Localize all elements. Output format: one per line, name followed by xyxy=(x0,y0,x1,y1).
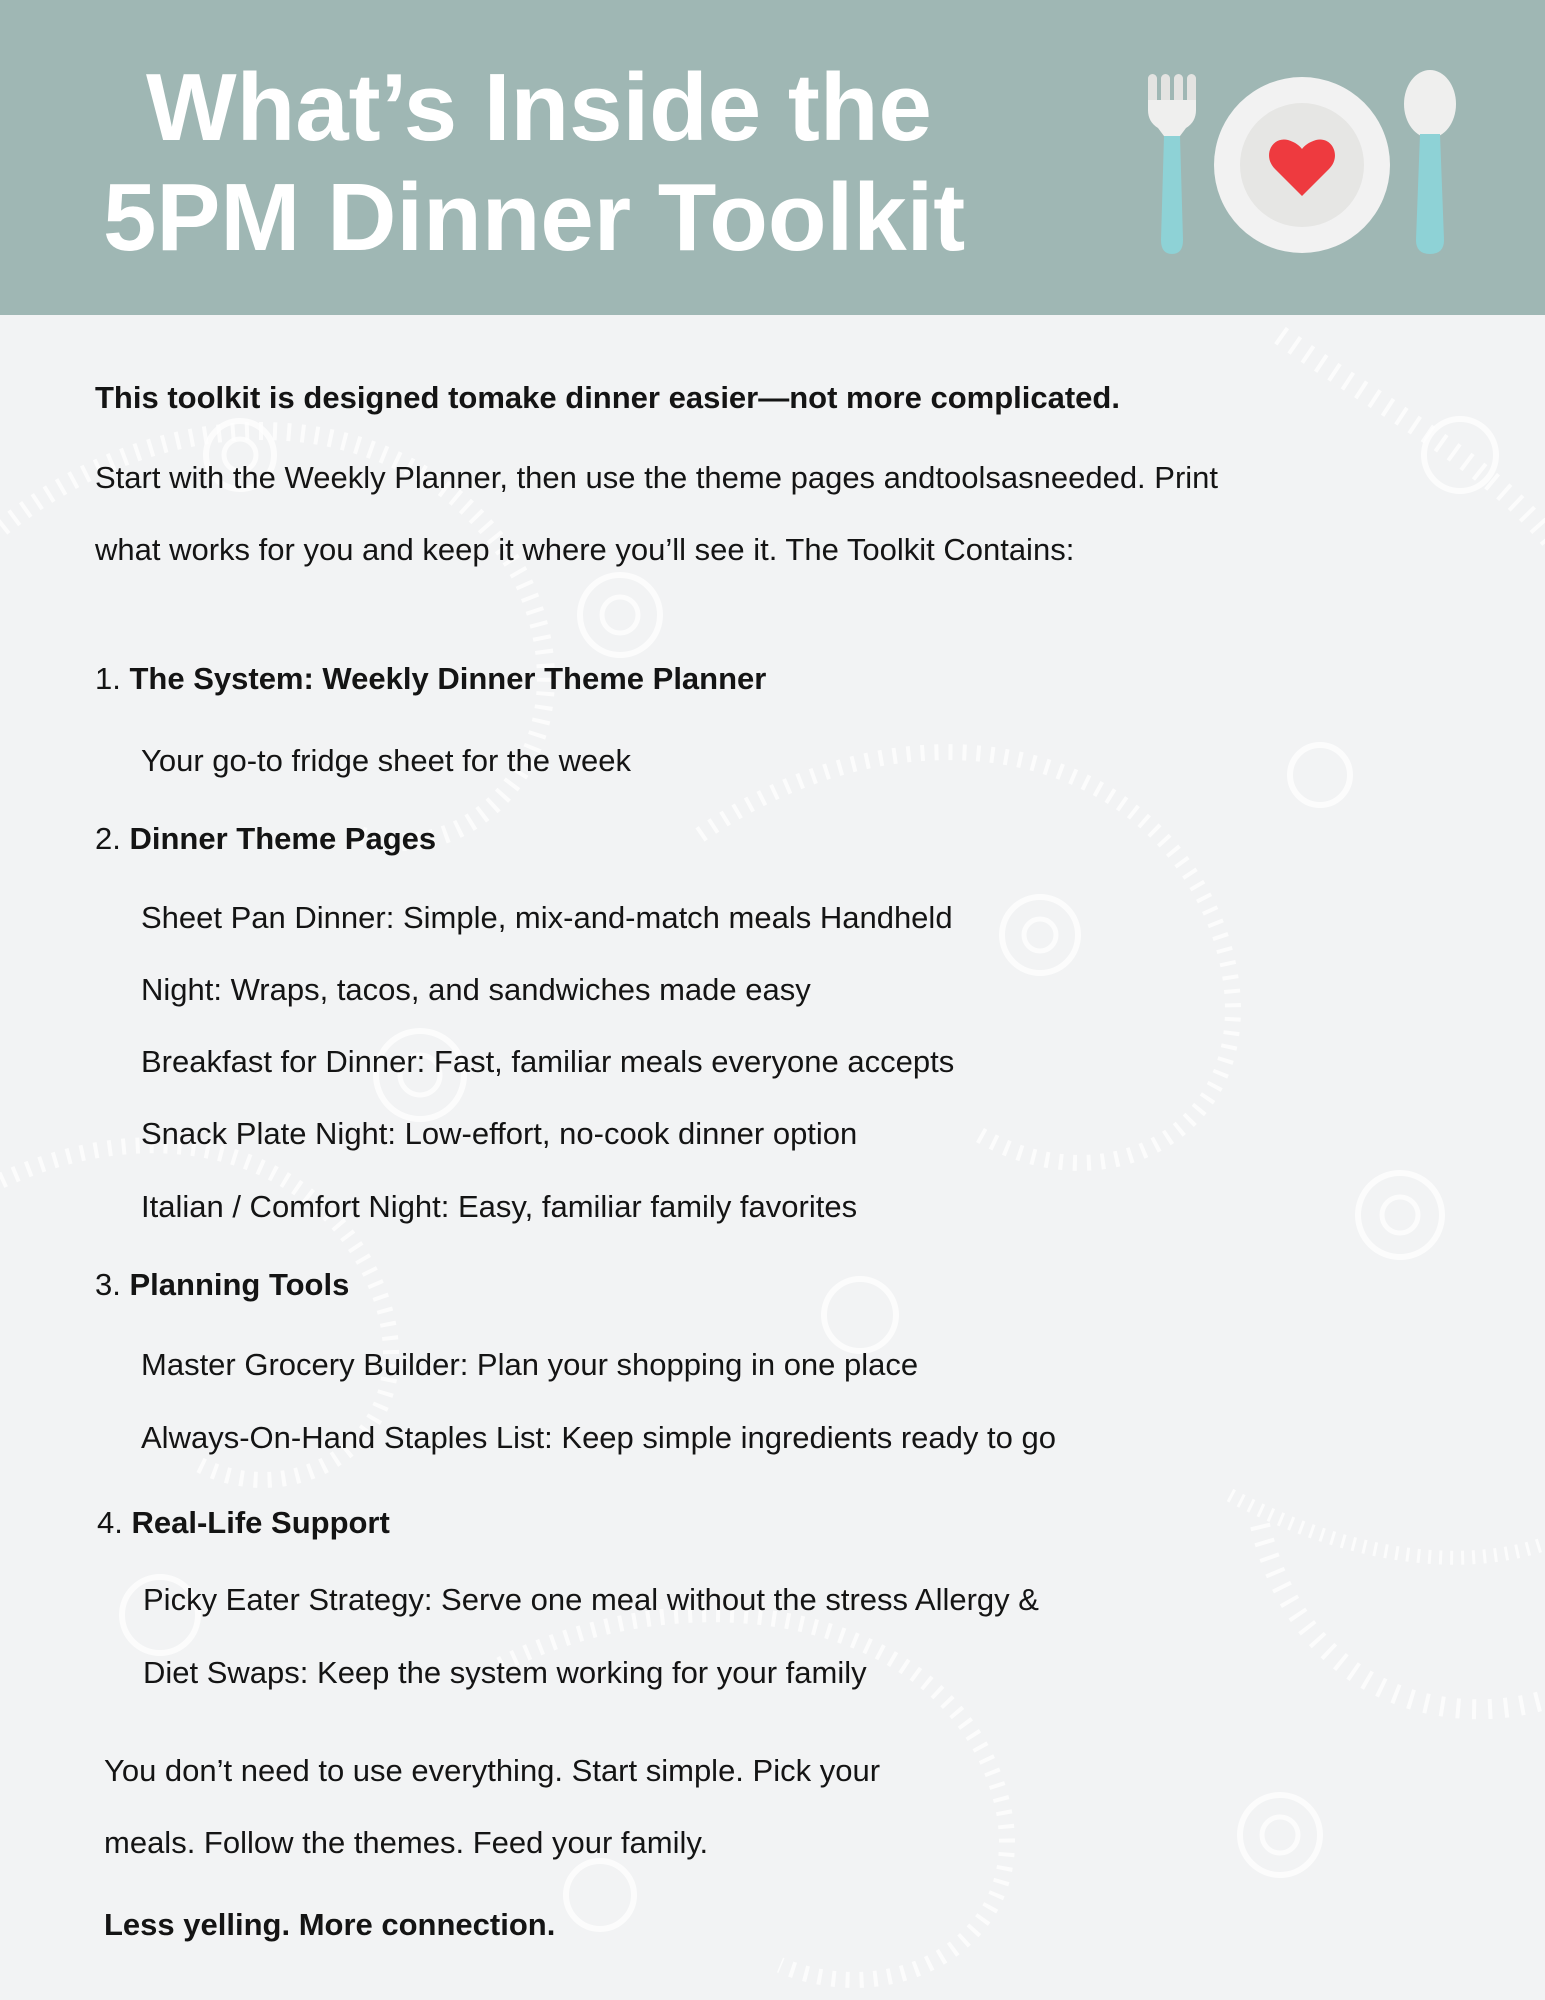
plate-icon xyxy=(1214,77,1390,253)
intro-line-2: what works for you and keep it where you’ll see it. The Toolkit Contains: xyxy=(95,532,1075,567)
section-number: 1. xyxy=(95,661,121,696)
section-number: 2. xyxy=(95,821,121,856)
closing-line-1: You don’t need to use everything. Start simple. Pick your xyxy=(104,1753,881,1788)
section-title: Planning Tools xyxy=(129,1267,350,1302)
section-heading xyxy=(95,1269,349,1300)
section-heading xyxy=(97,1507,390,1538)
intro-headline: This toolkit is designed tomake dinner easier—not more complicated. xyxy=(95,380,1120,415)
list-item: Picky Eater Strategy: Serve one meal without the stress Allergy & xyxy=(143,1582,1039,1617)
section-title: The System: Weekly Dinner Theme Planner xyxy=(129,661,767,696)
closing-line-2: meals. Follow the themes. Feed your family. xyxy=(104,1825,709,1860)
plate-fork-spoon-heart-icon xyxy=(1140,70,1460,260)
list-item: Diet Swaps: Keep the system working for your family xyxy=(143,1655,867,1690)
section-number: 4. xyxy=(97,1505,123,1540)
list-item: Breakfast for Dinner: Fast, familiar meals everyone accepts xyxy=(141,1044,955,1079)
section-title: Real-Life Support xyxy=(131,1505,390,1540)
closing-tagline: Less yelling. More connection. xyxy=(104,1907,556,1942)
section-heading xyxy=(95,823,436,854)
list-item: Snack Plate Night: Low-effort, no-cook dinner option xyxy=(141,1116,858,1151)
list-item: Night: Wraps, tacos, and sandwiches made easy xyxy=(141,972,811,1007)
section-number: 3. xyxy=(95,1267,121,1302)
list-item: Italian / Comfort Night: Easy, familiar family favorites xyxy=(141,1189,858,1224)
paisley-background xyxy=(0,315,1545,2000)
fork-icon xyxy=(1148,74,1196,254)
spoon-icon xyxy=(1404,70,1456,254)
intro-line-1: Start with the Weekly Planner, then use the theme pages andtoolsasneeded. Print xyxy=(95,460,1219,495)
section-title: Dinner Theme Pages xyxy=(129,821,437,856)
list-item: Your go-to fridge sheet for the week xyxy=(141,743,631,778)
section-heading xyxy=(95,663,766,694)
list-item: Sheet Pan Dinner: Simple, mix-and-match meals Handheld xyxy=(141,900,953,935)
header-banner xyxy=(0,0,1545,315)
page-title-line-2: 5PM Dinner Toolkit xyxy=(103,164,966,271)
page-title-line-1: What’s Inside the xyxy=(146,54,932,161)
list-item: Always-On-Hand Staples List: Keep simple ingredients ready to go xyxy=(141,1420,1056,1455)
list-item: Master Grocery Builder: Plan your shopping in one place xyxy=(141,1347,919,1382)
